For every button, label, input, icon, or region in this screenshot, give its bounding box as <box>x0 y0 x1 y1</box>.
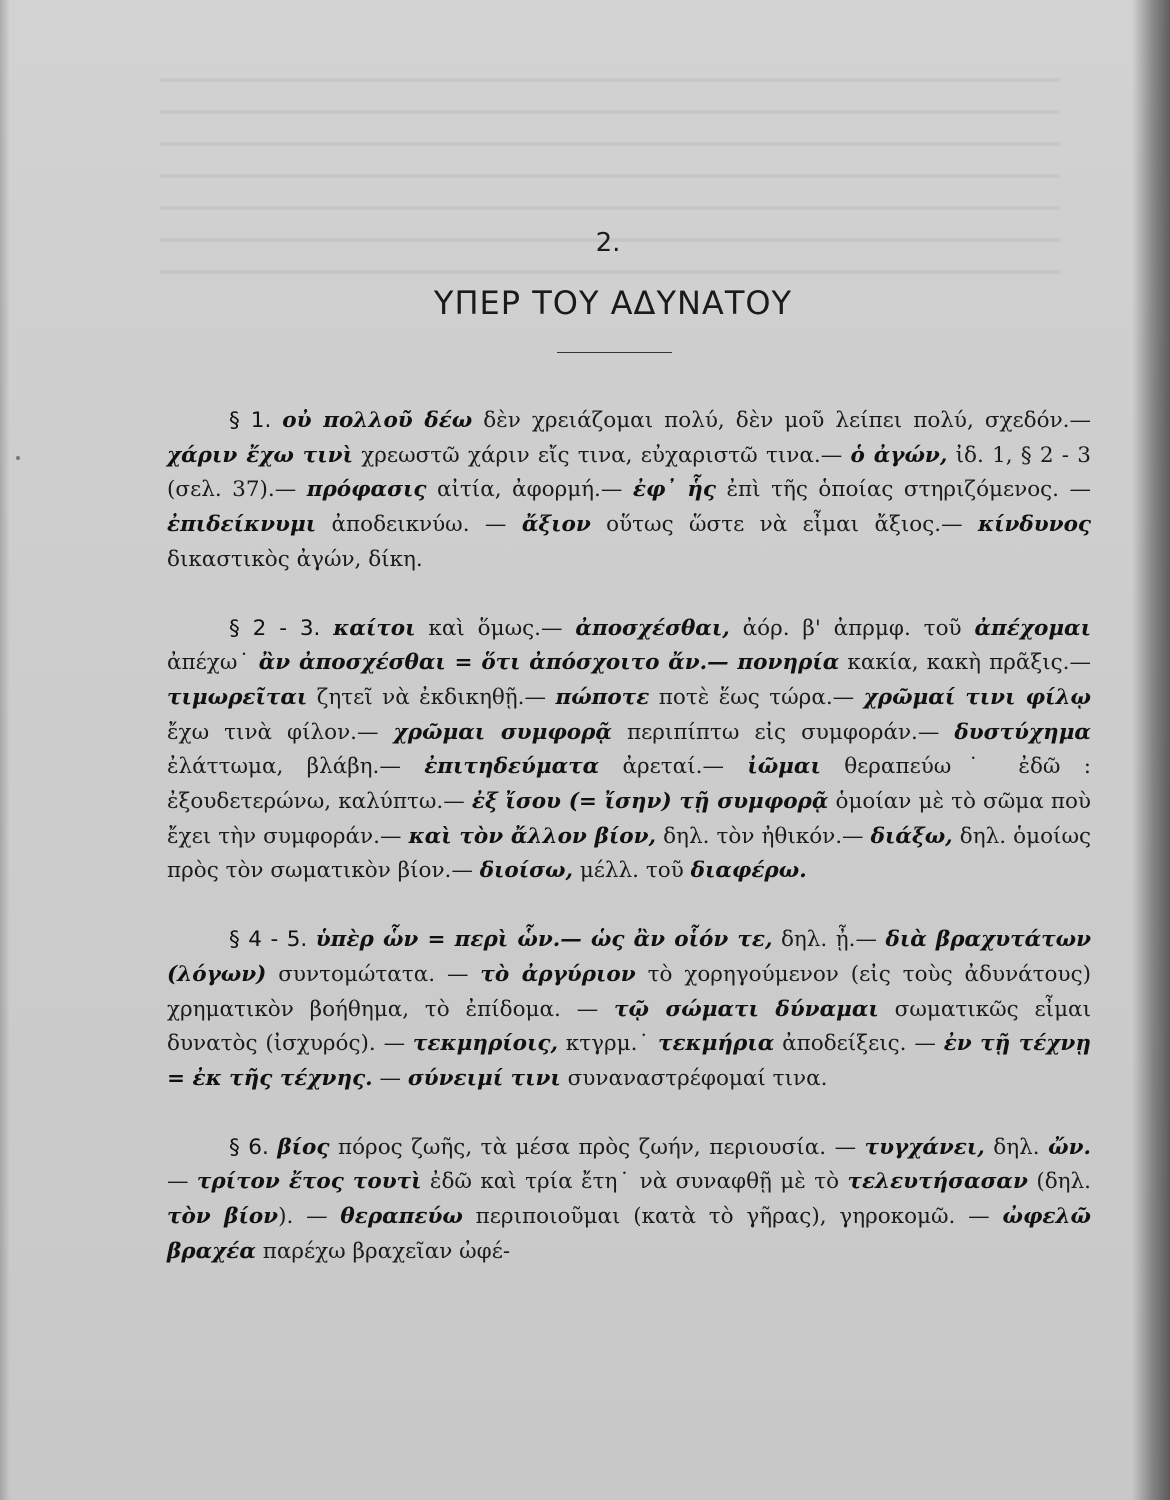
chapter-title: ΥΠΕΡ ΤΟΥ ΑΔΥΝΑΤΟΥ <box>433 284 793 322</box>
gloss-text: ἰδ. 1, § 2 - 3 (σελ. 37).— <box>167 442 1091 503</box>
lemma-term: χάριν ἔχω τινὶ <box>167 442 353 468</box>
lemma-term: κίνδυνος <box>977 512 1091 538</box>
gloss-text: ἀόρ. β' ἀπρμφ. τοῦ <box>729 615 975 641</box>
lemma-term: τὸν βίον <box>167 1204 279 1230</box>
gloss-text: δηλ. ὁμοίως πρὸς τὸν σωματικὸν βίον.— <box>167 823 1092 884</box>
lemma-term: ὑπὲρ ὧν = περὶ ὧν.— ὡς ἂν οἷόν τε, <box>315 927 773 953</box>
gloss-text: συντομώτατα. — <box>266 961 481 987</box>
lemma-term: τὸ ἀργύριον <box>480 961 636 987</box>
gloss-text: ἀποδείξεις. — <box>774 1031 944 1057</box>
gloss-text: πόρος ζωῆς, τὰ μέσα πρὸς ζωήν, περιουσία. — <box>329 1134 865 1160</box>
lemma-term: διοίσω, <box>479 858 573 884</box>
gloss-text: ζητεῖ νὰ ἐκδικηθῇ.— <box>307 684 556 710</box>
gloss-text: κτγρμ.˙ <box>557 1031 659 1057</box>
lemma-term: ἂν ἀποσχέσθαι = ὅτι ἀπόσχοιτο ἄν.— πονηρία <box>258 650 840 676</box>
gloss-text: ἐδῶ καὶ τρία ἔτη˙ νὰ συναφθῇ μὲ τὸ <box>421 1169 848 1195</box>
gloss-text: — <box>372 1065 408 1091</box>
lemma-term: διαφέρω. <box>690 858 807 884</box>
lemma-term: θεραπεύω <box>340 1204 463 1230</box>
margin-mark <box>16 456 20 460</box>
gloss-text: ἀποδεικνύω. — <box>316 512 522 538</box>
gloss-text: οὕτως ὥστε νὰ εἶμαι ἄξιος.— <box>590 512 978 538</box>
lemma-term: πρόφασις <box>306 477 427 503</box>
gloss-text: σωματικῶς εἶμαι δυνατὸς (ἰσχυρός). — <box>167 996 1091 1057</box>
lemma-term: χρῶμαι συμφορᾷ <box>393 719 612 745</box>
lemma-term: ὤν. <box>1048 1134 1091 1160</box>
lemma-term: σύνειμί τινι <box>407 1065 561 1091</box>
gloss-text: ). — <box>278 1204 341 1230</box>
lemma-term: διάξω, <box>870 823 953 849</box>
gloss-text: παρέχω βραχεῖαν ὠφέ- <box>255 1238 511 1264</box>
page-left-edge <box>0 0 10 1500</box>
lemma-term: ἐπιδείκνυμι <box>167 512 317 538</box>
lemma-term: χρῶμαί τινι φίλῳ <box>863 684 1092 710</box>
lemma-term: τελευτήσασαν <box>847 1169 1028 1195</box>
lemma-term: ἐξ ἴσου (= ἴσην) τῇ συμφορᾷ <box>471 789 829 815</box>
gloss-text: δηλ. <box>984 1134 1049 1160</box>
title-rule <box>557 352 672 353</box>
lemma-term: ἐν τῇ τέχνῃ = ἐκ τῆς τέχνης. <box>167 1031 1091 1091</box>
gloss-text: περιποιοῦμαι (κατὰ τὸ γῆρας), γηροκομῶ. — <box>462 1204 1003 1230</box>
lemma-term: ἰῶμαι <box>747 754 821 780</box>
gloss-text: (δηλ. <box>1027 1169 1091 1195</box>
section-marker: § 1. <box>229 408 272 433</box>
gloss-text: καὶ ὅμως.— <box>415 615 576 641</box>
section-marker: § 2 - 3. <box>229 615 321 641</box>
lemma-term: δυστύχημα <box>954 719 1091 745</box>
lemma-term: ἀποσχέσθαι, <box>575 615 730 641</box>
lemma-term: ἄξιον <box>521 512 591 538</box>
gloss-text: ἀπέχω˙ <box>167 650 259 676</box>
lemma-term: καίτοι <box>333 615 416 641</box>
gloss-text: δικαστικὸς ἀγών, δίκη. <box>167 546 423 572</box>
lemma-term: οὐ πολλοῦ δέω <box>282 408 473 433</box>
section-marker: § 4 - 5. <box>229 927 308 953</box>
gloss-text: κακία, κακὴ πρᾶξις.— <box>839 650 1091 676</box>
paragraph-section-6 <box>167 1131 1091 1270</box>
lemma-term: ὁ ἀγών, <box>850 442 948 468</box>
gloss-text: δηλ. ᾖ.— <box>772 927 886 953</box>
gloss-text: χρεωστῶ χάριν εἴς τινα, εὐχαριστῶ τινα.— <box>353 442 851 468</box>
lemma-term: ἐφ᾽ ἧς <box>632 477 717 503</box>
lemma-term: τυγχάνει, <box>864 1134 985 1160</box>
gloss-text: — <box>167 1169 197 1195</box>
lemma-term: τιμωρεῖται <box>167 684 308 710</box>
lemma-term: τεκμήρια <box>658 1031 775 1057</box>
gloss-text: ὁμοίαν μὲ τὸ σῶμα ποὺ ἔχει τὴν συμφοράν.— <box>167 789 1091 849</box>
lemma-term: διὰ βραχυτάτων (λόγων) <box>167 927 1091 987</box>
commentary-body <box>167 404 1091 1303</box>
gloss-text: ἐπὶ τῆς ὁποίας στηριζόμενος. — <box>716 477 1091 503</box>
gloss-text: δὲν χρειάζομαι πολύ, δὲν μοῦ λείπει πολύ, σχεδόν.— <box>472 408 1091 433</box>
gloss-text: περιπίπτω εἰς συμφοράν.— <box>611 719 955 745</box>
chapter-number: 2. <box>595 228 621 258</box>
gloss-text: θεραπεύω˙ ἐδῶ : ἐξουδετερώνω, καλύπτω.— <box>167 754 1091 815</box>
gloss-text: συναναστρέφομαί τινα. <box>560 1065 828 1091</box>
gloss-text: ἔχω τινὰ φίλον.— <box>167 719 394 745</box>
lemma-term: ἀπέχομαι <box>974 615 1092 641</box>
lemma-term: ὠφελῶ βραχέα <box>167 1204 1092 1264</box>
gloss-text: τὸ χορηγούμενον (εἰς τοὺς ἀδυνάτους) χρηματικὸν βοήθημα, τὸ ἐπίδομα. — <box>167 961 1091 1022</box>
paragraph-section-2-3 <box>167 612 1091 890</box>
lemma-term: καὶ τὸν ἄλλον βίον, <box>408 823 657 849</box>
gloss-text: μέλλ. τοῦ <box>572 858 691 884</box>
gloss-text: αἰτία, ἀφορμή.— <box>426 477 633 503</box>
paragraph-section-1 <box>167 404 1091 578</box>
lemma-term: πώποτε <box>555 684 650 710</box>
gloss-text: ἐλάττωμα, βλάβη.— <box>167 754 425 780</box>
section-marker: § 6. <box>229 1134 269 1160</box>
lemma-term: τρίτον ἔτος τουτὶ <box>196 1169 422 1195</box>
gloss-text: δηλ. τὸν ἠθικόν.— <box>656 823 871 849</box>
lemma-term: τεκμηρίοις, <box>412 1031 558 1057</box>
page-right-edge-shadow <box>1132 0 1170 1500</box>
lemma-term: ἐπιτηδεύματα <box>424 754 600 780</box>
lemma-term: τῷ σώματι δύναμαι <box>614 996 879 1022</box>
gloss-text: ἀρεταί.— <box>599 754 748 780</box>
paragraph-section-4-5 <box>167 923 1091 1097</box>
lemma-term: βίος <box>277 1134 330 1160</box>
gloss-text: ποτὲ ἕως τώρα.— <box>649 684 864 710</box>
